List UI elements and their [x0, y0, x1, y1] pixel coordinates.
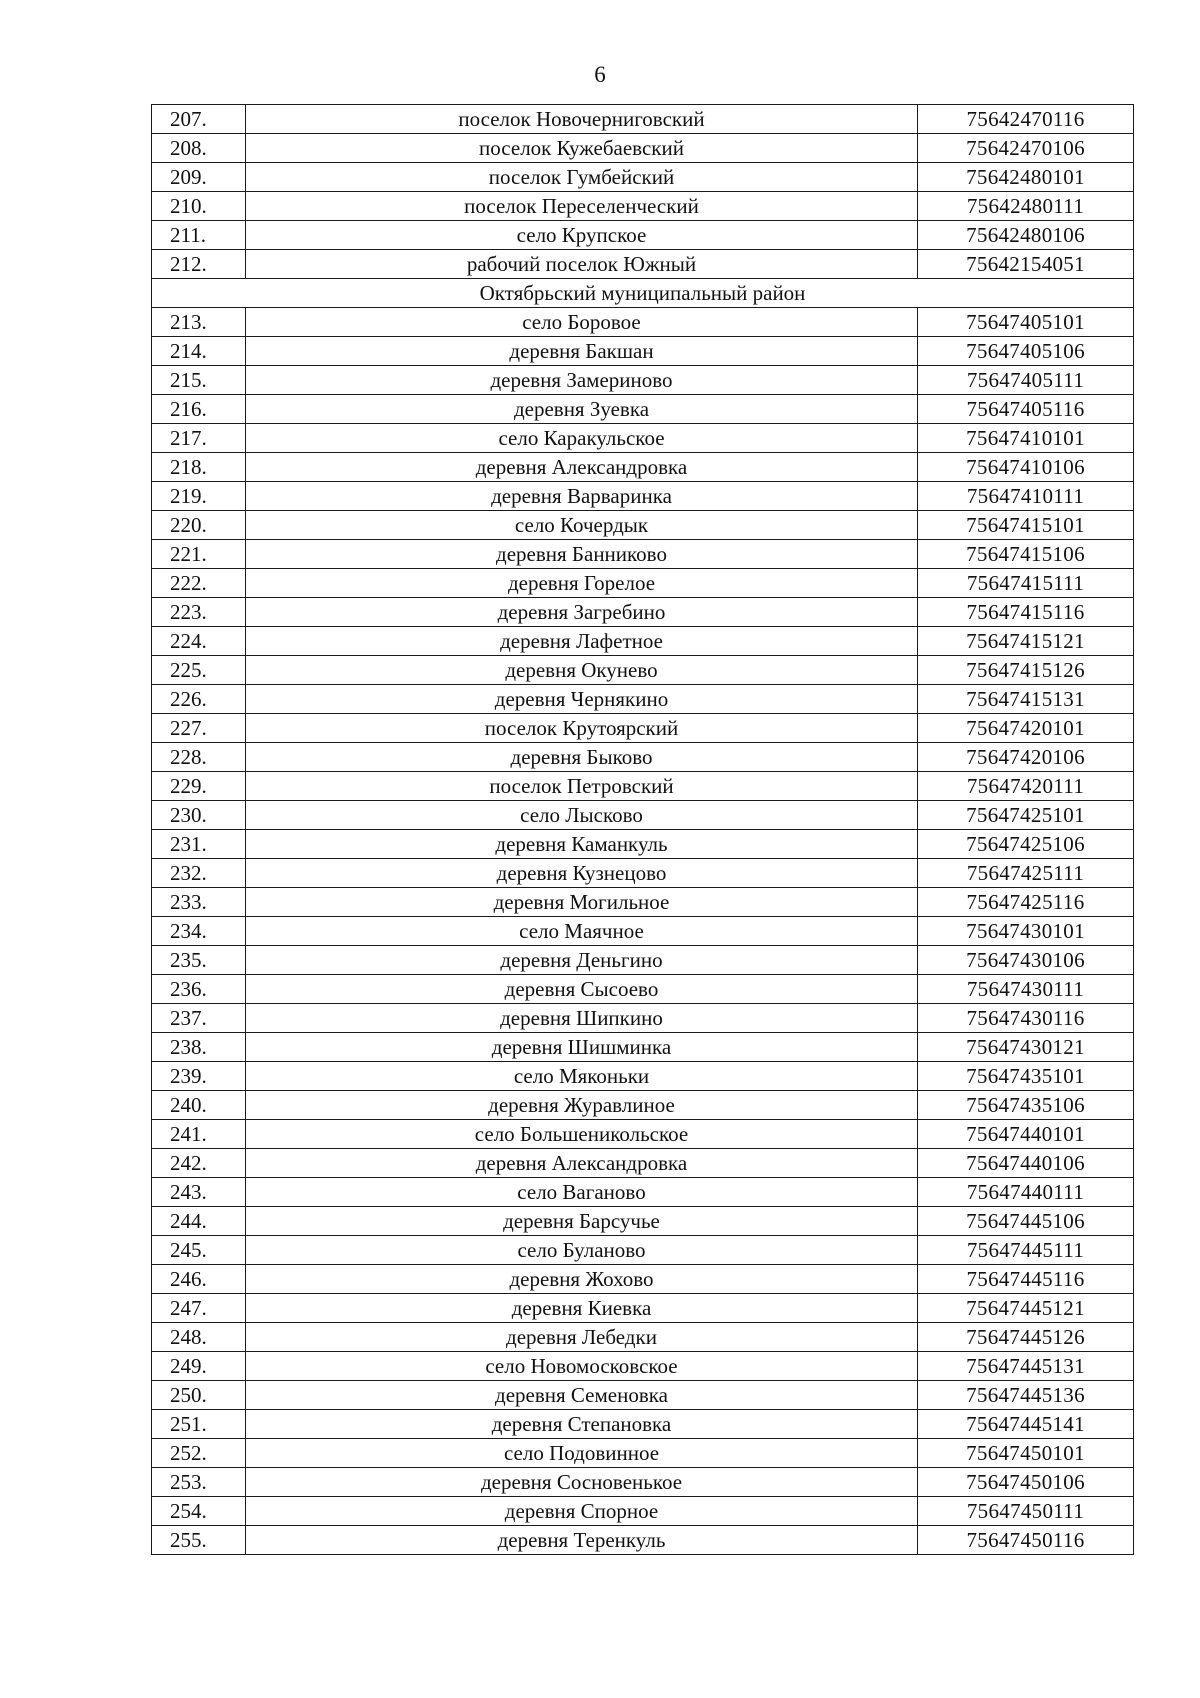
row-number: 234.: [152, 917, 246, 946]
oktmo-code: 75647450101: [918, 1439, 1134, 1468]
settlement-name: деревня Александровка: [246, 1149, 918, 1178]
oktmo-code: 75647445136: [918, 1381, 1134, 1410]
row-number: 228.: [152, 743, 246, 772]
settlement-name: деревня Жохово: [246, 1265, 918, 1294]
row-number: 231.: [152, 830, 246, 859]
row-number: 213.: [152, 308, 246, 337]
oktmo-code: 75647430111: [918, 975, 1134, 1004]
settlement-name: деревня Лафетное: [246, 627, 918, 656]
oktmo-code: 75647445141: [918, 1410, 1134, 1439]
settlement-name: деревня Зуевка: [246, 395, 918, 424]
oktmo-code: 75642470106: [918, 134, 1134, 163]
table-row: [152, 830, 1134, 859]
oktmo-code: 75642480106: [918, 221, 1134, 250]
row-number: 208.: [152, 134, 246, 163]
settlement-name: деревня Киевка: [246, 1294, 918, 1323]
settlement-name: деревня Загребино: [246, 598, 918, 627]
row-number: 251.: [152, 1410, 246, 1439]
settlement-name: поселок Гумбейский: [246, 163, 918, 192]
table-row: [152, 598, 1134, 627]
table-row: [152, 714, 1134, 743]
settlement-name: село Подовинное: [246, 1439, 918, 1468]
settlement-name: деревня Барсучье: [246, 1207, 918, 1236]
row-number: 207.: [152, 105, 246, 134]
settlement-name: село Крупское: [246, 221, 918, 250]
oktmo-code: 75647405106: [918, 337, 1134, 366]
table-row: [152, 337, 1134, 366]
row-number: 210.: [152, 192, 246, 221]
table-row: [152, 1236, 1134, 1265]
table-row: [152, 1468, 1134, 1497]
table-row: [152, 163, 1134, 192]
oktmo-code: 75647445116: [918, 1265, 1134, 1294]
oktmo-code: 75647445106: [918, 1207, 1134, 1236]
settlement-name: поселок Петровский: [246, 772, 918, 801]
table-row: [152, 888, 1134, 917]
oktmo-code: 75647410106: [918, 453, 1134, 482]
settlement-name: деревня Спорное: [246, 1497, 918, 1526]
row-number: 221.: [152, 540, 246, 569]
settlement-name: деревня Окунево: [246, 656, 918, 685]
oktmo-code: 75647430101: [918, 917, 1134, 946]
table-row: [152, 366, 1134, 395]
table-row: [152, 1294, 1134, 1323]
table-row: [152, 511, 1134, 540]
settlement-name: деревня Журавлиное: [246, 1091, 918, 1120]
row-number: 239.: [152, 1062, 246, 1091]
row-number: 215.: [152, 366, 246, 395]
oktmo-code: 75647410101: [918, 424, 1134, 453]
settlement-name: деревня Кузнецово: [246, 859, 918, 888]
table-row: [152, 1149, 1134, 1178]
oktmo-code: 75647445126: [918, 1323, 1134, 1352]
oktmo-code: 75647415101: [918, 511, 1134, 540]
oktmo-code: 75647425111: [918, 859, 1134, 888]
table-row: [152, 453, 1134, 482]
table-row: [152, 1526, 1134, 1555]
row-number: 238.: [152, 1033, 246, 1062]
settlement-name: деревня Семеновка: [246, 1381, 918, 1410]
table-row: [152, 569, 1134, 598]
row-number: 219.: [152, 482, 246, 511]
settlement-name: деревня Шишминка: [246, 1033, 918, 1062]
row-number: 254.: [152, 1497, 246, 1526]
settlement-name: деревня Сысоево: [246, 975, 918, 1004]
settlement-name: деревня Банниково: [246, 540, 918, 569]
settlement-name: деревня Шипкино: [246, 1004, 918, 1033]
table-row: [152, 1439, 1134, 1468]
row-number: 253.: [152, 1468, 246, 1497]
oktmo-code: 75647425101: [918, 801, 1134, 830]
settlement-name: поселок Кужебаевский: [246, 134, 918, 163]
table-row: [152, 1323, 1134, 1352]
settlement-name: поселок Новочерниговский: [246, 105, 918, 134]
row-number: 229.: [152, 772, 246, 801]
table-row: [152, 1497, 1134, 1526]
oktmo-code: 75647440106: [918, 1149, 1134, 1178]
row-number: 252.: [152, 1439, 246, 1468]
settlement-name: деревня Деньгино: [246, 946, 918, 975]
row-number: 245.: [152, 1236, 246, 1265]
oktmo-code: 75647410111: [918, 482, 1134, 511]
settlement-name: село Боровое: [246, 308, 918, 337]
oktmo-code: 75647415121: [918, 627, 1134, 656]
row-number: 222.: [152, 569, 246, 598]
row-number: 227.: [152, 714, 246, 743]
table-row: [152, 308, 1134, 337]
oktmo-code: 75647435106: [918, 1091, 1134, 1120]
table-row: [152, 1265, 1134, 1294]
table-row: [152, 1120, 1134, 1149]
row-number: 225.: [152, 656, 246, 685]
table-row: [152, 221, 1134, 250]
oktmo-code: 75647430106: [918, 946, 1134, 975]
oktmo-code: 75647405111: [918, 366, 1134, 395]
oktmo-code: 75647420111: [918, 772, 1134, 801]
table-row: [152, 540, 1134, 569]
settlement-name: село Новомосковское: [246, 1352, 918, 1381]
oktmo-code: 75647415111: [918, 569, 1134, 598]
settlement-name: деревня Бакшан: [246, 337, 918, 366]
page-number: 6: [594, 62, 606, 87]
row-number: 209.: [152, 163, 246, 192]
row-number: 249.: [152, 1352, 246, 1381]
oktmo-code: 75647415116: [918, 598, 1134, 627]
row-number: 247.: [152, 1294, 246, 1323]
oktmo-code: 75647420106: [918, 743, 1134, 772]
oktmo-code: 75647420101: [918, 714, 1134, 743]
row-number: 241.: [152, 1120, 246, 1149]
table-row: [152, 685, 1134, 714]
oktmo-code: 75647405101: [918, 308, 1134, 337]
row-number: 243.: [152, 1178, 246, 1207]
table-row: [152, 1091, 1134, 1120]
table-row: [152, 1062, 1134, 1091]
row-number: 216.: [152, 395, 246, 424]
oktmo-code: 75647445111: [918, 1236, 1134, 1265]
oktmo-code: 75647425106: [918, 830, 1134, 859]
oktmo-code: 75647415126: [918, 656, 1134, 685]
row-number: 226.: [152, 685, 246, 714]
row-number: 248.: [152, 1323, 246, 1352]
settlement-name: поселок Крутоярский: [246, 714, 918, 743]
settlement-name: село Каракульское: [246, 424, 918, 453]
table-row: [152, 105, 1134, 134]
row-number: 223.: [152, 598, 246, 627]
oktmo-code: 75642470116: [918, 105, 1134, 134]
row-number: 244.: [152, 1207, 246, 1236]
table-row: [152, 1207, 1134, 1236]
table-row: [152, 1033, 1134, 1062]
table-row: [152, 772, 1134, 801]
settlement-name: село Лысково: [246, 801, 918, 830]
table-row: [152, 1352, 1134, 1381]
table-row: [152, 134, 1134, 163]
settlement-name: село Ваганово: [246, 1178, 918, 1207]
settlement-name: деревня Александровка: [246, 453, 918, 482]
table-row: [152, 743, 1134, 772]
oktmo-code: 75642480111: [918, 192, 1134, 221]
row-number: 214.: [152, 337, 246, 366]
section-header-row: [152, 279, 1134, 308]
settlement-name: деревня Варваринка: [246, 482, 918, 511]
oktmo-code: 75647450106: [918, 1468, 1134, 1497]
table-row: [152, 192, 1134, 221]
table-row: [152, 1004, 1134, 1033]
table-row: [152, 424, 1134, 453]
oktmo-code: 75647440111: [918, 1178, 1134, 1207]
row-number: 255.: [152, 1526, 246, 1555]
oktmo-code: 75647445121: [918, 1294, 1134, 1323]
table-row: [152, 1381, 1134, 1410]
settlement-name: деревня Каманкуль: [246, 830, 918, 859]
table-row: [152, 801, 1134, 830]
settlement-name: село Мяконьки: [246, 1062, 918, 1091]
table-row: [152, 1178, 1134, 1207]
row-number: 212.: [152, 250, 246, 279]
table-row: [152, 627, 1134, 656]
settlement-name: деревня Сосновенькое: [246, 1468, 918, 1497]
row-number: 211.: [152, 221, 246, 250]
settlement-name: деревня Чернякино: [246, 685, 918, 714]
row-number: 236.: [152, 975, 246, 1004]
row-number: 233.: [152, 888, 246, 917]
row-number: 235.: [152, 946, 246, 975]
row-number: 246.: [152, 1265, 246, 1294]
table-row: [152, 656, 1134, 685]
oktmo-code: 75647450116: [918, 1526, 1134, 1555]
table-row: [152, 395, 1134, 424]
table-row: [152, 946, 1134, 975]
oktmo-code: 75642154051: [918, 250, 1134, 279]
table-row: [152, 482, 1134, 511]
settlement-name: деревня Горелое: [246, 569, 918, 598]
settlement-name: поселок Переселенческий: [246, 192, 918, 221]
oktmo-code: 75647430121: [918, 1033, 1134, 1062]
oktmo-code: 75647415131: [918, 685, 1134, 714]
row-number: 218.: [152, 453, 246, 482]
row-number: 224.: [152, 627, 246, 656]
settlement-name: деревня Теренкуль: [246, 1526, 918, 1555]
section-title: Октябрьский муниципальный район: [152, 279, 1134, 308]
oktmo-code: 75642480101: [918, 163, 1134, 192]
settlement-name: рабочий поселок Южный: [246, 250, 918, 279]
settlement-name: деревня Быково: [246, 743, 918, 772]
row-number: 242.: [152, 1149, 246, 1178]
oktmo-code: 75647405116: [918, 395, 1134, 424]
oktmo-code: 75647415106: [918, 540, 1134, 569]
row-number: 250.: [152, 1381, 246, 1410]
row-number: 217.: [152, 424, 246, 453]
table-row: [152, 250, 1134, 279]
settlement-name: село Буланово: [246, 1236, 918, 1265]
oktmo-code: 75647430116: [918, 1004, 1134, 1033]
table-row: [152, 1410, 1134, 1439]
settlement-name: село Маячное: [246, 917, 918, 946]
oktmo-code: 75647425116: [918, 888, 1134, 917]
oktmo-code: 75647440101: [918, 1120, 1134, 1149]
oktmo-code: 75647445131: [918, 1352, 1134, 1381]
table-row: [152, 917, 1134, 946]
settlement-name: деревня Лебедки: [246, 1323, 918, 1352]
settlement-name: деревня Степановка: [246, 1410, 918, 1439]
settlement-name: деревня Могильное: [246, 888, 918, 917]
row-number: 230.: [152, 801, 246, 830]
settlement-name: село Большеникольское: [246, 1120, 918, 1149]
settlement-name: деревня Замериново: [246, 366, 918, 395]
settlement-name: село Кочердык: [246, 511, 918, 540]
row-number: 240.: [152, 1091, 246, 1120]
table-row: [152, 975, 1134, 1004]
oktmo-code: 75647450111: [918, 1497, 1134, 1526]
row-number: 220.: [152, 511, 246, 540]
row-number: 237.: [152, 1004, 246, 1033]
table-row: [152, 859, 1134, 888]
row-number: 232.: [152, 859, 246, 888]
oktmo-code: 75647435101: [918, 1062, 1134, 1091]
settlements-table-body: [152, 105, 1134, 1555]
settlements-table: [151, 104, 1134, 1555]
